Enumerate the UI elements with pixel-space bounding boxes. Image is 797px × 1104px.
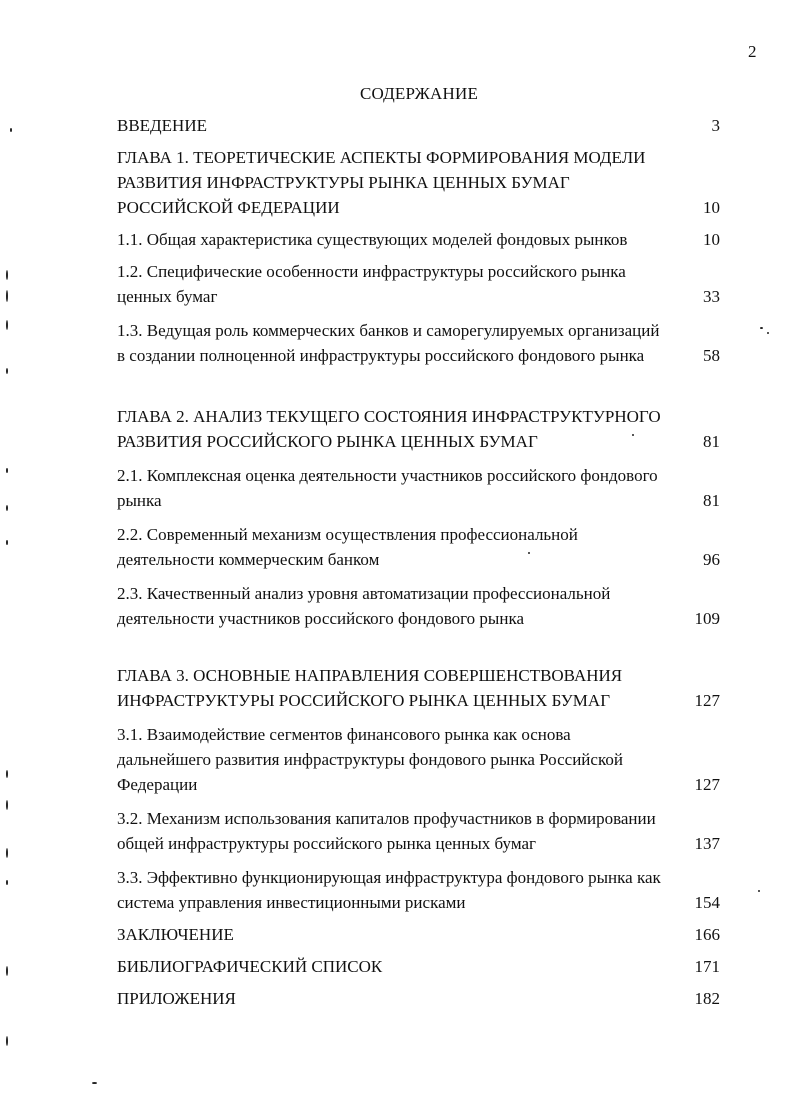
toc-entry-section-2-2 xyxy=(117,522,720,572)
toc-entry-text: 2.3. Качественный анализ уровня автоматизации профессиональной деятельности участников российского фондового рынка xyxy=(117,584,611,628)
toc-entry-text: ГЛАВА 1. ТЕОРЕТИЧЕСКИЕ АСПЕКТЫ ФОРМИРОВАНИЯ МОДЕЛИ РАЗВИТИЯ ИНФРАСТРУКТУРЫ РЫНКА ЦЕННЫХ БУМАГ РОССИЙСКОЙ ФЕДЕРАЦИИ xyxy=(117,148,646,217)
scan-speck xyxy=(6,1036,8,1046)
toc-entry-bibliography xyxy=(117,954,720,979)
toc-entry-page: 33 xyxy=(703,287,720,306)
toc-entry-page: 10 xyxy=(703,230,720,249)
toc-entry-text: БИБЛИОГРАФИЧЕСКИЙ СПИСОК xyxy=(117,957,383,976)
toc-entry-text: ЗАКЛЮЧЕНИЕ xyxy=(117,925,234,944)
toc-entry-section-1-2 xyxy=(117,259,720,309)
toc-entry-page: 154 xyxy=(694,893,720,912)
toc-entry-section-2-1 xyxy=(117,463,720,513)
toc-entry-text: 1.1. Общая характеристика существующих моделей фондовых рынков xyxy=(117,230,628,249)
toc-entry-text: 1.3. Ведущая роль коммерческих банков и саморегулируемых организаций в создании полноценной инфраструктуры российского фондового рынка xyxy=(117,321,660,365)
toc-entry-section-2-3 xyxy=(117,581,720,631)
toc-entry-page: 58 xyxy=(703,346,720,365)
toc-entry-page: 171 xyxy=(694,957,720,976)
scan-speck xyxy=(10,128,12,132)
toc-entry-page: 109 xyxy=(694,609,720,628)
toc-entry-page: 182 xyxy=(694,989,720,1008)
toc-entry-page: 127 xyxy=(694,775,720,794)
toc-entry-appendices xyxy=(117,986,720,1011)
toc-entry-text: 2.2. Современный механизм осуществления профессиональной деятельности коммерческим банком xyxy=(117,525,578,569)
toc-entry-page: 127 xyxy=(694,691,720,710)
toc-entry-text: 3.2. Механизм использования капиталов профучастников в формировании общей инфраструктуры российского рынка ценных бумаг xyxy=(117,809,656,853)
scan-speck xyxy=(6,770,8,778)
scan-speck xyxy=(6,540,8,545)
scan-speck xyxy=(6,290,8,302)
scan-speck xyxy=(92,1082,97,1084)
toc-entry-page: 10 xyxy=(703,198,720,217)
toc-entry-page: 3 xyxy=(711,116,720,135)
scan-speck xyxy=(528,552,530,554)
scan-speck xyxy=(6,800,8,810)
scan-speck xyxy=(6,848,8,858)
scan-speck xyxy=(632,434,634,436)
toc-entry-introduction xyxy=(117,113,720,138)
toc-entry-chapter-3 xyxy=(117,663,720,713)
toc-entry-text: ГЛАВА 2. АНАЛИЗ ТЕКУЩЕГО СОСТОЯНИЯ ИНФРАСТРУКТУРНОГО РАЗВИТИЯ РОССИЙСКОГО РЫНКА ЦЕННЫХ БУМАГ xyxy=(117,407,661,451)
toc-entry-text: 2.1. Комплексная оценка деятельности участников российского фондового рынка xyxy=(117,466,658,510)
page-number: 2 xyxy=(748,42,757,61)
toc-entry-text: 3.1. Взаимодействие сегментов финансового рынка как основа дальнейшего развития инфраструктуры фондового рынка Российской Федерации xyxy=(117,725,623,794)
toc-entry-section-1-1 xyxy=(117,227,720,252)
scan-speck xyxy=(6,320,8,330)
scan-speck xyxy=(6,880,8,885)
toc-entry-section-3-2 xyxy=(117,806,720,856)
scan-speck xyxy=(6,368,8,374)
scan-speck xyxy=(767,332,769,334)
toc-entry-chapter-2 xyxy=(117,404,720,454)
toc-entry-section-1-3 xyxy=(117,318,720,368)
toc-entry-page: 137 xyxy=(694,834,720,853)
scan-speck xyxy=(6,966,8,976)
table-of-contents xyxy=(117,113,720,1011)
toc-entry-page: 81 xyxy=(703,491,720,510)
toc-entry-text: 3.3. Эффективно функционирующая инфраструктура фондового рынка как система управления инвестиционными рисками xyxy=(117,868,661,912)
toc-entry-page: 81 xyxy=(703,432,720,451)
toc-entry-page: 166 xyxy=(694,925,720,944)
toc-entry-section-3-1 xyxy=(117,722,720,797)
scan-speck xyxy=(758,890,760,892)
toc-entry-text: ГЛАВА 3. ОСНОВНЫЕ НАПРАВЛЕНИЯ СОВЕРШЕНСТВОВАНИЯ ИНФРАСТРУКТУРЫ РОССИЙСКОГО РЫНКА ЦЕННЫХ БУМАГ xyxy=(117,666,623,710)
toc-entry-text: ВВЕДЕНИЕ xyxy=(117,116,207,135)
scan-speck xyxy=(6,270,8,280)
toc-entry-text: 1.2. Специфические особенности инфраструктуры российского рынка ценных бумаг xyxy=(117,262,626,306)
toc-entry-conclusion xyxy=(117,922,720,947)
toc-entry-text: ПРИЛОЖЕНИЯ xyxy=(117,989,236,1008)
scan-speck xyxy=(760,327,763,329)
scan-speck xyxy=(6,505,8,511)
scan-speck xyxy=(6,468,8,473)
toc-entry-page: 96 xyxy=(703,550,720,569)
toc-entry-chapter-1 xyxy=(117,145,720,220)
page-title: СОДЕРЖАНИЕ xyxy=(359,84,479,103)
toc-entry-section-3-3 xyxy=(117,865,720,915)
